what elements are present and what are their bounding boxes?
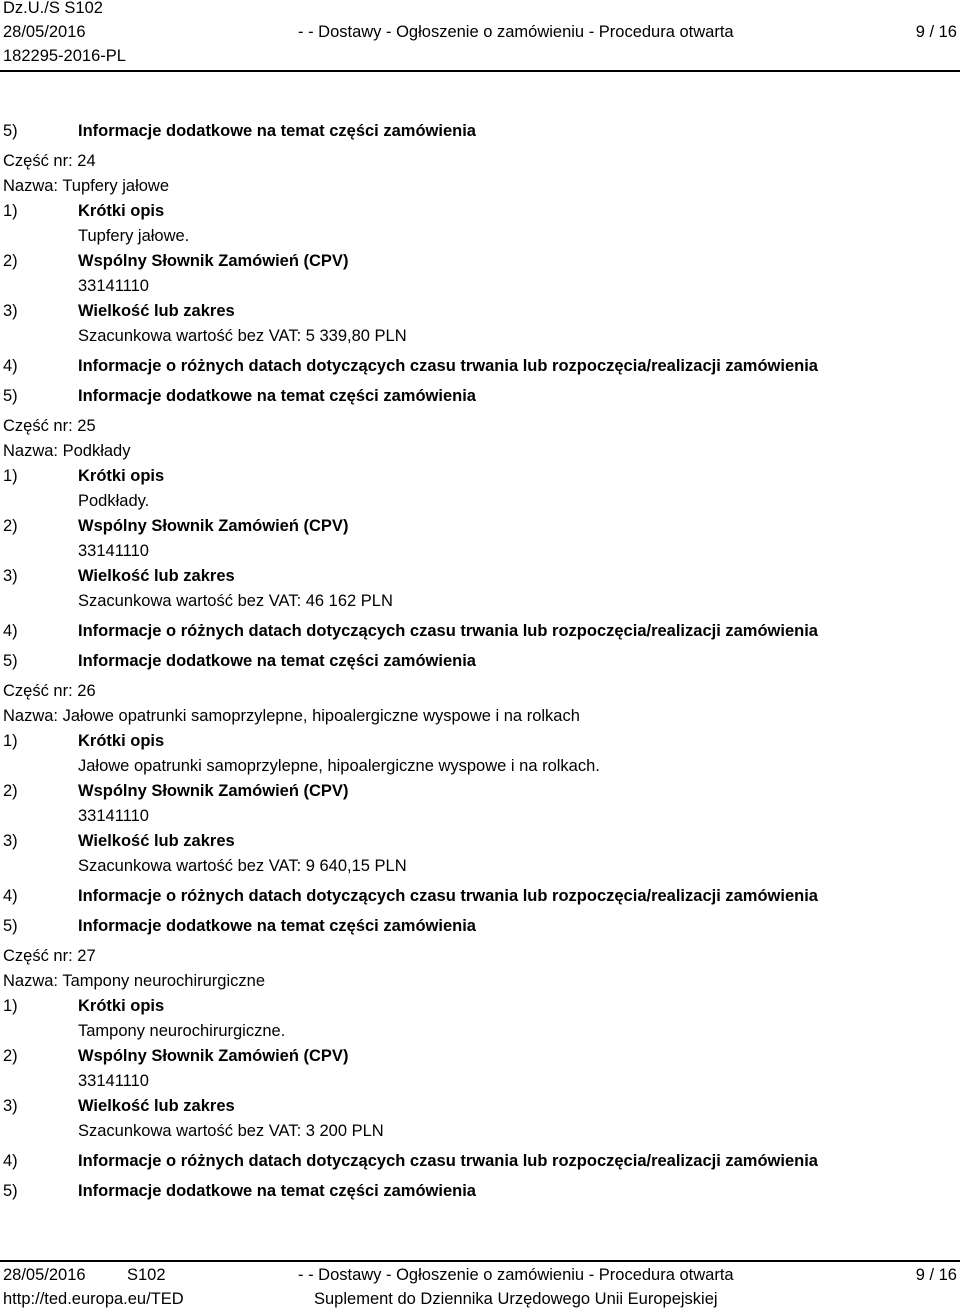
journal-ref: Dz.U./S S102 (3, 0, 103, 17)
part-name-value: Jałowe opatrunki samoprzylepne, hipoalergiczne wyspowe i na rolkach (62, 707, 580, 725)
cpv-number: 2) (3, 517, 18, 535)
short-description-number: 1) (3, 202, 18, 220)
estimated-value: Szacunkowa wartość bez VAT: 9 640,15 PLN (78, 857, 407, 875)
header-date: 28/05/2016 (3, 23, 86, 41)
quantity-scope-heading: Wielkość lub zakres (78, 832, 235, 850)
part-name (3, 176, 169, 196)
part-name-value: Tampony neurochirurgiczne (62, 972, 266, 990)
cpv-code: 33141110 (78, 277, 149, 295)
part-nr: 27 (77, 947, 96, 965)
name-label: Nazwa: (3, 707, 63, 725)
dates-info-heading: Informacje o różnych datach dotyczących czasu trwania lub rozpoczęcia/realizacji zamówienia (78, 1152, 818, 1170)
dates-info-number: 4) (3, 1152, 18, 1170)
short-description-heading: Krótki opis (78, 997, 165, 1015)
cpv-heading: Wspólny Słownik Zamówień (CPV) (78, 1047, 349, 1065)
footer-series: S102 (127, 1266, 166, 1284)
short-description-number: 1) (3, 997, 18, 1015)
additional-info-number: 5) (3, 652, 18, 670)
part-name-value: Tupfery jałowe (62, 177, 169, 195)
notice-id: 182295-2016-PL (3, 47, 126, 65)
estimated-value: Szacunkowa wartość bez VAT: 5 339,80 PLN (78, 327, 407, 345)
part-nr: 25 (77, 417, 96, 435)
footer-url[interactable]: http://ted.europa.eu/TED (3, 1290, 184, 1308)
quantity-scope-heading: Wielkość lub zakres (78, 302, 235, 320)
quantity-scope-number: 3) (3, 567, 18, 585)
name-label: Nazwa: (3, 177, 63, 195)
header-title: - - Dostawy - Ogłoszenie o zamówieniu - Procedura otwarta (298, 23, 734, 41)
footer-page-number: 9 / 16 (915, 1266, 957, 1284)
quantity-scope-number: 3) (3, 1097, 18, 1115)
cpv-code: 33141110 (78, 542, 149, 560)
dates-info-number: 4) (3, 622, 18, 640)
dates-info-heading: Informacje o różnych datach dotyczących czasu trwania lub rozpoczęcia/realizacji zamówienia (78, 622, 818, 640)
dates-info-number: 4) (3, 357, 18, 375)
header-page-number: 9 / 16 (915, 23, 957, 41)
part-number (3, 681, 96, 701)
part-name (3, 441, 131, 461)
short-description-heading: Krótki opis (78, 202, 165, 220)
estimated-value: Szacunkowa wartość bez VAT: 46 162 PLN (78, 592, 393, 610)
short-description-text: Tupfery jałowe. (78, 227, 190, 245)
cpv-heading: Wspólny Słownik Zamówień (CPV) (78, 782, 349, 800)
cpv-number: 2) (3, 782, 18, 800)
footer-title: - - Dostawy - Ogłoszenie o zamówieniu - Procedura otwarta (298, 1266, 734, 1284)
short-description-heading: Krótki opis (78, 467, 165, 485)
lead-section-heading: Informacje dodatkowe na temat części zamówienia (78, 122, 476, 140)
cpv-code: 33141110 (78, 807, 149, 825)
additional-info-number: 5) (3, 917, 18, 935)
dates-info-number: 4) (3, 887, 18, 905)
cpv-code: 33141110 (78, 1072, 149, 1090)
name-label: Nazwa: (3, 972, 63, 990)
cpv-number: 2) (3, 1047, 18, 1065)
quantity-scope-number: 3) (3, 832, 18, 850)
short-description-text: Tampony neurochirurgiczne. (78, 1022, 286, 1040)
additional-info-number: 5) (3, 1182, 18, 1200)
part-label: Część nr: (3, 417, 78, 435)
part-name (3, 706, 580, 726)
part-label: Część nr: (3, 947, 78, 965)
part-number (3, 416, 96, 436)
part-label: Część nr: (3, 682, 78, 700)
lead-section-number: 5) (3, 122, 18, 140)
cpv-number: 2) (3, 252, 18, 270)
cpv-heading: Wspólny Słownik Zamówień (CPV) (78, 517, 349, 535)
short-description-heading: Krótki opis (78, 732, 165, 750)
additional-info-heading: Informacje dodatkowe na temat części zamówienia (78, 1182, 476, 1200)
short-description-text: Podkłady. (78, 492, 150, 510)
part-name (3, 971, 265, 991)
part-number (3, 946, 96, 966)
footer-date: 28/05/2016 (3, 1266, 86, 1284)
short-description-text: Jałowe opatrunki samoprzylepne, hipoalergiczne wyspowe i na rolkach. (78, 757, 600, 775)
cpv-heading: Wspólny Słownik Zamówień (CPV) (78, 252, 349, 270)
additional-info-heading: Informacje dodatkowe na temat części zamówienia (78, 652, 476, 670)
dates-info-heading: Informacje o różnych datach dotyczących czasu trwania lub rozpoczęcia/realizacji zamówienia (78, 887, 818, 905)
quantity-scope-heading: Wielkość lub zakres (78, 1097, 235, 1115)
additional-info-heading: Informacje dodatkowe na temat części zamówienia (78, 387, 476, 405)
estimated-value: Szacunkowa wartość bez VAT: 3 200 PLN (78, 1122, 384, 1140)
part-number (3, 151, 96, 171)
footer-rule (0, 1260, 960, 1262)
additional-info-number: 5) (3, 387, 18, 405)
short-description-number: 1) (3, 732, 18, 750)
part-nr: 24 (77, 152, 96, 170)
short-description-number: 1) (3, 467, 18, 485)
name-label: Nazwa: (3, 442, 63, 460)
footer-subtitle: Suplement do Dziennika Urzędowego Unii Europejskiej (314, 1290, 718, 1308)
quantity-scope-heading: Wielkość lub zakres (78, 567, 235, 585)
dates-info-heading: Informacje o różnych datach dotyczących czasu trwania lub rozpoczęcia/realizacji zamówienia (78, 357, 818, 375)
part-nr: 26 (77, 682, 96, 700)
header-rule (0, 70, 960, 72)
part-name-value: Podkłady (62, 442, 131, 460)
quantity-scope-number: 3) (3, 302, 18, 320)
additional-info-heading: Informacje dodatkowe na temat części zamówienia (78, 917, 476, 935)
part-label: Część nr: (3, 152, 78, 170)
